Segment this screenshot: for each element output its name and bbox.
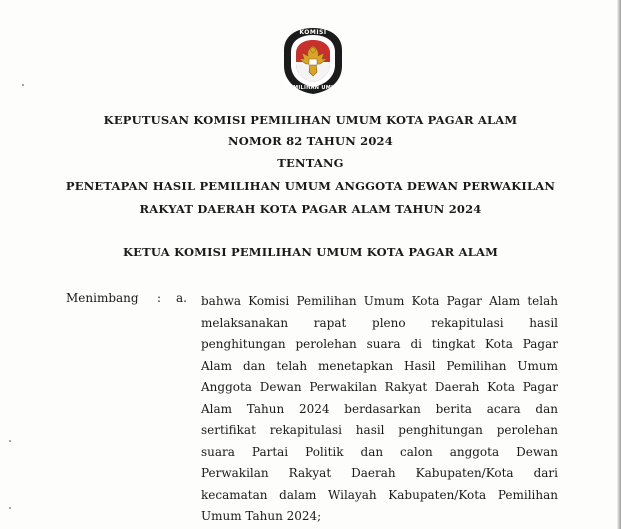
scan-speck [22,84,24,86]
logo-text-top: KOMISI [299,29,327,36]
scan-speck [9,440,11,442]
paragraph-line: kecamatan dalam Wilayah Kabupaten/Kota Pemilihan [201,487,558,502]
paragraph-line: Alam Tahun 2024 berdasarkan berita acara dan [201,401,558,416]
considering-item-letter: a. [176,291,187,305]
issuer-title: KETUA KOMISI PEMILIHAN UMUM KOTA PAGAR ALAM [122,245,499,259]
scan-speck [9,507,11,509]
paragraph-line: suara Partai Politik dan calon anggota Dewan [201,444,558,459]
considering-label: Menimbang [66,291,139,305]
paragraph-line: Umum Tahun 2024; [201,509,322,523]
subject-line-2: RAKYAT DAERAH KOTA PAGAR ALAM TAHUN 2024 [139,202,482,216]
paragraph-line: Anggota Dewan Perwakilan Rakyat Daerah Kota Pagar [201,380,558,394]
decision-title: KEPUTUSAN KOMISI PEMILIHAN UMUM KOTA PAGAR ALAM [103,113,518,127]
page-edge-shadow [617,0,621,529]
decision-number: NOMOR 82 TAHUN 2024 [228,134,393,148]
logo-text-layer [282,26,344,96]
paragraph-line: sertifikat rekapitulasi hasil penghitungan perolehan [201,423,558,437]
about-label: TENTANG [277,156,344,170]
paragraph-line: bahwa Komisi Pemilihan Umum Kota Pagar Alam telah [201,294,558,308]
paragraph-line: Alam dan telah menetapkan Hasil Pemilihan Umum [201,358,558,373]
considering-paragraph [201,291,558,528]
paragraph-line: melaksanakan rapat pleno rekapitulasi hasil [201,315,558,330]
paragraph-line: penghitungan perolehan suara di tingkat Kota Pagar [201,337,558,351]
subject-line-1: PENETAPAN HASIL PEMILIHAN UMUM ANGGOTA DEWAN PERWAKILAN [65,179,556,193]
considering-colon: : [157,291,162,305]
logo-text-bottom: PEMILIHAN UMUM [285,85,341,91]
paragraph-line: Perwakilan Rakyat Daerah Kabupaten/Kota dari [201,466,558,480]
